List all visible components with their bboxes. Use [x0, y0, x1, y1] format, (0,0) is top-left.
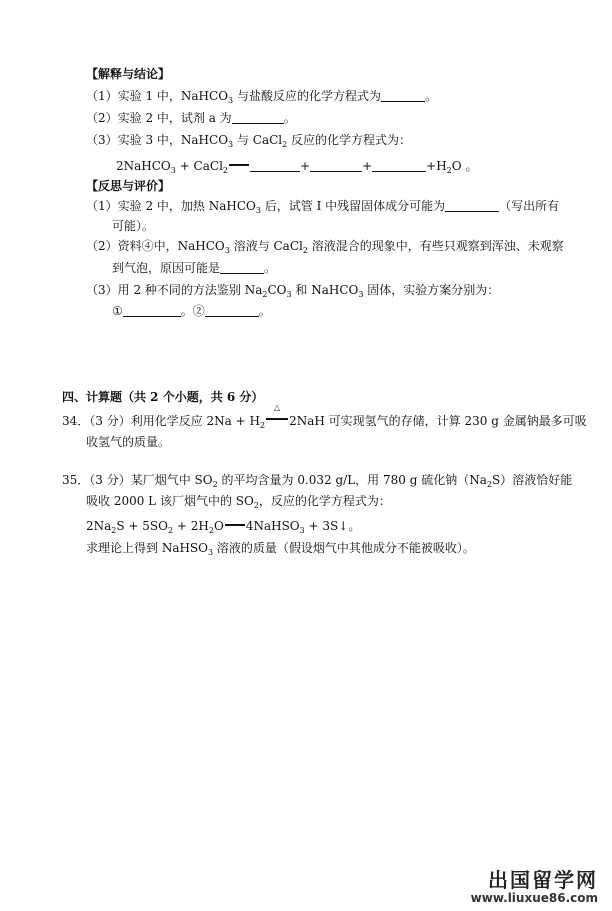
q35-last-post: 溶液的质量（假设烟气中其他成分不能被吸收）。	[213, 541, 475, 555]
reflect-q3-post: 固体，实验方案分别为：	[363, 283, 500, 297]
section4-title: 四、计算题（共 2 个小题，共 6 分）	[62, 390, 264, 404]
eq-e: 4NaHSO	[245, 519, 300, 533]
q35-l2-pre: 吸收 2000 L 该厂烟气中的 SO	[86, 494, 254, 508]
sub: 2	[222, 166, 229, 175]
explain-q3-post: 反应的化学方程式为：	[287, 133, 412, 147]
reflect-q3-answers	[112, 303, 271, 319]
watermark-cn: 出国留学网	[488, 868, 598, 892]
q35-last-pre: 求理论上得到 NaHSO	[86, 541, 208, 555]
sub: 3	[286, 290, 292, 299]
period: 。	[264, 261, 277, 275]
sub: 2	[253, 501, 259, 510]
reflect-q2-pre: （2）资料④中，NaHCO	[86, 239, 225, 253]
sub: 2	[212, 480, 218, 489]
explain-q3-pre: （3）实验 3 中，NaHCO	[86, 133, 229, 147]
watermark	[471, 864, 598, 905]
q34-post: 可实现氢气的存储，计算 230 g 金属钠最多可吸	[324, 414, 587, 428]
reflect-q1	[86, 198, 559, 214]
sub: 3	[358, 290, 364, 299]
watermark-url: www.liuxue86.com	[470, 891, 598, 905]
sub: 3	[299, 526, 305, 535]
sub: 2	[282, 140, 288, 149]
answer-blank[interactable]	[310, 159, 362, 172]
reflect-q2-mid: 溶液与 CaCl	[229, 239, 303, 253]
q34-pre: 34．（3 分）利用化学反应 2Na + H	[62, 414, 260, 428]
sub: 3	[255, 206, 261, 215]
explain-q3-mid: 与 CaCl	[233, 133, 283, 147]
answer-blank[interactable]	[232, 111, 284, 124]
q35-l2-post: ，反应的化学方程式为：	[258, 494, 391, 508]
sub: 2	[302, 246, 308, 255]
circle-1: ①	[112, 304, 123, 318]
explain-heading: 【解释与结论】	[86, 67, 171, 81]
equals-sign-icon	[229, 164, 249, 166]
eq-c: + 2H	[173, 519, 209, 533]
explain-q1-pre: （1）实验 1 中，NaHCO	[86, 89, 229, 103]
eq-f: + 3S↓。	[304, 519, 361, 533]
q35-equation	[86, 518, 360, 534]
sub: 3	[170, 166, 176, 175]
answer-blank[interactable]	[220, 261, 264, 274]
q35-pre: 35．（3 分）某厂烟气中 SO	[62, 473, 213, 487]
eq-lhs2: + CaCl	[175, 159, 223, 173]
period: 。	[258, 304, 271, 318]
answer-blank[interactable]	[250, 159, 300, 172]
circle-2: ②	[192, 304, 205, 318]
sub: 3	[208, 548, 214, 557]
answer-blank[interactable]	[445, 199, 499, 212]
eq-tail: +H	[426, 159, 447, 173]
reflect-q1-post: 后，试管 I 中残留固体成分可能为	[260, 199, 446, 213]
explain-q2	[86, 110, 296, 126]
explain-q1	[86, 88, 437, 104]
explain-equation	[116, 158, 477, 174]
period: 。	[465, 159, 478, 173]
period: 。	[180, 304, 193, 318]
period: 。	[424, 89, 437, 103]
heat-arrow-icon	[265, 403, 289, 425]
plus: +	[300, 159, 311, 173]
sub: 3	[228, 96, 234, 105]
answer-blank[interactable]	[205, 304, 259, 317]
eq-b: S + 5SO	[116, 519, 168, 533]
q35-post: S）溶液恰好能	[491, 473, 573, 487]
explain-q3	[86, 132, 411, 148]
reflect-heading: 【反思与评价】	[86, 179, 171, 193]
sub: 2	[262, 290, 268, 299]
q34-product: 2NaH	[289, 414, 325, 428]
equals-sign-icon	[225, 524, 245, 526]
reflect-q2-cont	[112, 260, 276, 276]
eq-d: O	[213, 519, 224, 533]
reflect-q1-pre: （1）实验 2 中，加热 NaHCO	[86, 199, 256, 213]
explain-q2-text: （2）实验 2 中，试剂 a 为	[86, 111, 232, 125]
sub: 2	[486, 480, 492, 489]
reflect-q3-pre: （3）用 2 种不同的方法鉴别 Na	[86, 283, 263, 297]
plus: +	[362, 159, 373, 173]
reflect-q2-cont-text: 到气泡，原因可能是	[112, 261, 221, 275]
reflect-q3-mid1: CO	[267, 283, 287, 297]
explain-q1-post: 与盐酸反应的化学方程式为	[233, 89, 381, 103]
reflect-q3	[86, 282, 499, 298]
answer-blank[interactable]	[372, 159, 426, 172]
answer-blank[interactable]	[123, 304, 181, 317]
reflect-q1-cont: 可能）。	[112, 219, 155, 233]
q35-mid: 的平均含量为 0.032 g/L，用 780 g 硫化钠（Na	[217, 473, 487, 487]
reflect-q2-post: 溶液混合的现象中，有些只观察到浑浊、未观察	[307, 239, 564, 253]
q35	[62, 472, 572, 488]
eq-a: 2Na	[86, 519, 112, 533]
sub: 3	[228, 140, 234, 149]
eq-tail2: O	[451, 159, 462, 173]
eq-lhs: 2NaHCO	[116, 159, 171, 173]
sub: 2	[208, 526, 214, 535]
sub: 2	[168, 526, 174, 535]
answer-blank[interactable]	[381, 89, 425, 102]
sub: 2	[111, 526, 117, 535]
reflect-q3-mid2: 和 NaHCO	[291, 283, 359, 297]
reflect-q2	[86, 238, 564, 254]
sub: 2	[446, 166, 452, 175]
sub: 2	[259, 421, 266, 430]
heat-condition: △	[274, 403, 281, 412]
sub: 3	[224, 246, 230, 255]
q35-line2	[86, 493, 391, 509]
q34-cont: 收氢气的质量。	[86, 435, 171, 449]
q34	[62, 403, 587, 430]
period: 。	[283, 111, 296, 125]
q35-last	[86, 540, 475, 556]
reflect-q1-tail: （写出所有	[499, 199, 560, 213]
